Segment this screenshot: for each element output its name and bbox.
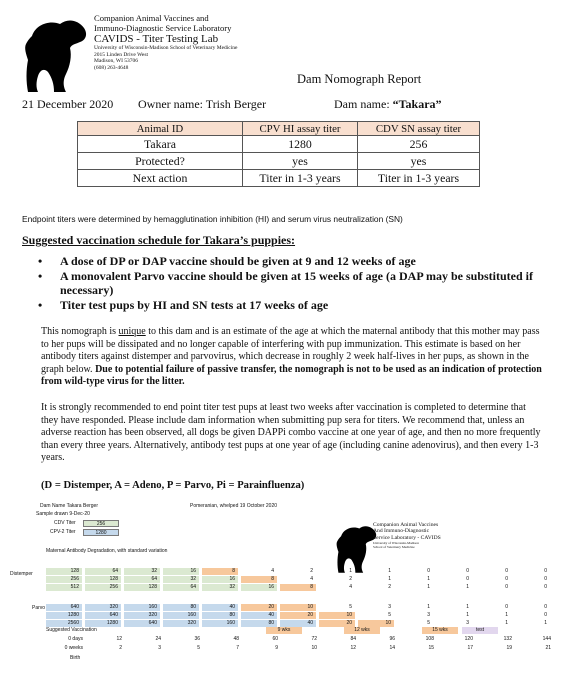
parvo-cell: 1 (466, 604, 469, 610)
parvo-cell: 1 (544, 620, 547, 626)
distemper-cell: 0 (466, 576, 469, 582)
days-tick: 108 (425, 636, 434, 642)
lab-name-line1: Companion Animal Vaccines and (94, 13, 209, 23)
parvo-cell: 1280 (85, 620, 121, 627)
parvo-cell: 320 (85, 604, 121, 611)
sheet-breed-line: Pomeranian, whelped 19 October 2020 (190, 503, 278, 509)
weeks-tick: 14 (389, 645, 395, 651)
sheet-lab-line1: Companion Animal Vaccines (373, 522, 439, 528)
weeks-tick: 9 (275, 645, 278, 651)
distemper-cell: 128 (124, 584, 160, 591)
sheet-lab-line2: And Immuno-Diagnostic (373, 528, 430, 535)
distemper-cell: 16 (241, 584, 277, 591)
report-date: 21 December 2020 (22, 97, 114, 111)
distemper-cell: 8 (241, 576, 277, 583)
cdv-value: Titer in 1-3 years (358, 170, 480, 187)
distemper-cell: 1 (388, 568, 391, 574)
endpoint-note: Endpoint titers were determined by hemagglutination inhibition (HI) and serum virus neutralization (SN) (22, 214, 403, 224)
cpv-value: yes (243, 153, 358, 170)
days-tick: 48 (233, 636, 239, 642)
parvo-cell: 5 (427, 620, 430, 626)
parvo-cell: 160 (163, 612, 199, 619)
distemper-cell: 256 (85, 584, 121, 591)
dam-line (334, 97, 442, 112)
days-tick: 36 (194, 636, 200, 642)
para1-unique: unique (118, 326, 146, 337)
parvo-cell: 3 (466, 620, 469, 626)
parvo-cell: 10 (319, 612, 355, 619)
parvo-cell: 10 (358, 620, 394, 627)
parvo-cell: 160 (124, 604, 160, 611)
distemper-cell: 32 (202, 584, 238, 591)
distemper-cell: 2 (310, 568, 313, 574)
weeks-tick: 3 (158, 645, 161, 651)
sheet-lab-line4: University of Wisconsin-Madison (373, 541, 419, 546)
list-item (36, 298, 546, 312)
distemper-cell: 0 (505, 576, 508, 582)
vacc-15wks: 15 wks (422, 627, 458, 634)
cpv-value: 1280 (243, 136, 358, 153)
distemper-cell: 1 (427, 584, 430, 590)
dam-label: Dam name: (334, 97, 390, 111)
distemper-cell: 512 (46, 584, 82, 591)
weeks-tick: 12 (350, 645, 356, 651)
distemper-cell: 8 (202, 568, 238, 575)
bullet-icon: • (38, 254, 43, 268)
owner-line (138, 97, 266, 112)
sheet-lab-line5: School of Veterinary Medicine (373, 545, 415, 550)
recommendation-paragraph: It is strongly recommended to end point titer test pups at least two weeks after vaccination is completed to determine that they have responded. Please include dam information when submitting pup sera for titers. We recommend that, unless an adverse reaction has been observed, all dogs be given DAPPi combo vaccine at one year of age, and then no more frequently than every three years. Alternatively, antibody test pups at one year of age (including canine adenovirus), and then every 1-3 years. (41, 402, 541, 464)
weeks-tick: 2 (119, 645, 122, 651)
weeks-tick: 21 (545, 645, 551, 651)
days-tick: 144 (542, 636, 551, 642)
distemper-cell: 1 (427, 576, 430, 582)
parvo-cell: 640 (46, 604, 82, 611)
parvo-cell: 40 (241, 612, 277, 619)
birth-label: Birth (70, 655, 81, 661)
parvo-cell: 10 (280, 604, 316, 611)
sheet-parvo-label: Parvo (32, 605, 46, 611)
parvo-cell: 1 (505, 612, 508, 618)
parvo-cell: 40 (202, 604, 238, 611)
cdv-value: 256 (358, 136, 480, 153)
schedule-heading-text: Suggested vaccination schedule for Takara’s puppies (22, 233, 292, 247)
parvo-cell: 5 (388, 612, 391, 618)
distemper-cell: 4 (349, 584, 352, 590)
parvo-cell: 0 (544, 612, 547, 618)
col-cdv-titer: CDV SN assay titer (358, 122, 480, 136)
row-label: Takara (78, 136, 243, 153)
days-tick: 84 (350, 636, 356, 642)
distemper-cell: 0 (427, 568, 430, 574)
lab-name-line2: Immuno-Diagnostic Service Laboratory (94, 22, 232, 33)
distemper-cell: 1 (388, 576, 391, 582)
col-cpv-titer: CPV HI assay titer (243, 122, 358, 136)
lab-name-line3: CAVIDS - Titer Testing Lab (94, 33, 219, 46)
parvo-cell: 1 (427, 604, 430, 610)
table-header-row (78, 122, 480, 136)
lab-address-1: University of Wisconsin-Madison School of Veterinary Medicine (94, 45, 238, 52)
list-item-text: A monovalent Parvo vaccine should be given at 15 weeks of age (a DAP may be substituted if necessary) (60, 269, 533, 297)
distemper-cell: 0 (505, 568, 508, 574)
sheet-subtitle: Maternal Antibody Degradation, with standard variation (46, 548, 168, 554)
weeks-label: 0 weeks (64, 645, 83, 651)
distemper-cell: 1 (466, 584, 469, 590)
list-item-text: A dose of DP or DAP vaccine should be given at 9 and 12 weeks of age (60, 254, 416, 268)
parvo-cell: 0 (505, 604, 508, 610)
parvo-cell: 1 (466, 612, 469, 618)
distemper-cell: 0 (544, 568, 547, 574)
para1-warning: Due to potential failure of passive transfer, the nomograph is not to be used as an indication of protection from wild-type virus for the litter. (41, 363, 542, 388)
nomograph-explanation (41, 326, 544, 389)
schedule-heading (22, 233, 295, 248)
sheet-cpv-label: CPV-2 Titer (50, 529, 76, 535)
col-animal-id: Animal ID (78, 122, 243, 136)
days-tick: 72 (311, 636, 317, 642)
parvo-cell: 80 (202, 612, 238, 619)
parvo-cell: 20 (241, 604, 277, 611)
distemper-cell: 32 (163, 576, 199, 583)
vacc-12wks: 12 wks (344, 627, 380, 634)
weeks-tick: 10 (311, 645, 317, 651)
parvo-cell: 1280 (46, 612, 82, 619)
distemper-cell: 64 (85, 568, 121, 575)
distemper-cell: 0 (544, 584, 547, 590)
distemper-cell: 2 (349, 576, 352, 582)
distemper-cell: 4 (271, 568, 274, 574)
days-tick: 96 (389, 636, 395, 642)
parvo-cell: 40 (280, 620, 316, 627)
row-label: Next action (78, 170, 243, 187)
table-row (78, 136, 480, 153)
weeks-tick: 7 (236, 645, 239, 651)
days-tick: 12 (116, 636, 122, 642)
owner-name: Trish Berger (205, 97, 267, 111)
para1-text-a: This nomograph is (41, 326, 119, 337)
vacc-test: test (462, 627, 498, 634)
distemper-cell: 128 (46, 568, 82, 575)
parvo-cell: 20 (280, 612, 316, 619)
list-item (36, 269, 546, 297)
table-row (78, 170, 480, 187)
lab-address-3: Madison, WI 53706 (94, 58, 139, 65)
sheet-cpv-value: 1280 (83, 529, 119, 536)
cdv-value: yes (358, 153, 480, 170)
list-item-text: Titer test pups by HI and SN tests at 17 weeks of age (60, 298, 329, 312)
bullet-icon: • (38, 269, 43, 283)
dam-name: “Takara” (392, 97, 442, 111)
parvo-cell: 320 (163, 620, 199, 627)
lab-letterhead (94, 14, 237, 72)
distemper-cell: 64 (124, 576, 160, 583)
distemper-cell: 0 (544, 576, 547, 582)
parvo-cell: 3 (388, 604, 391, 610)
days-label: 0 days (68, 636, 83, 642)
days-tick: 132 (503, 636, 512, 642)
weeks-tick: 17 (467, 645, 473, 651)
days-tick: 120 (464, 636, 473, 642)
sheet-lab-line3: Service Laboratory - CAVIDS (373, 534, 441, 541)
parvo-cell: 2560 (46, 620, 82, 627)
distemper-cell: 0 (466, 568, 469, 574)
distemper-cell: 16 (163, 568, 199, 575)
sheet-distemper-label: Distemper (10, 571, 33, 577)
sheet-lab-logo-text (373, 522, 441, 549)
parvo-cell: 1 (505, 620, 508, 626)
distemper-cell: 64 (163, 584, 199, 591)
parvo-cell: 640 (124, 620, 160, 627)
sheet-cdv-value: 256 (83, 520, 119, 527)
dog-silhouette-logo-icon (20, 14, 90, 94)
lab-phone: (608) 263-4648 (94, 64, 129, 71)
weeks-tick: 19 (506, 645, 512, 651)
vacc-9wks: 9 wks (266, 627, 302, 634)
sheet-dam-name: Dam Name Takara Berger (40, 503, 98, 509)
distemper-cell: 4 (310, 576, 313, 582)
parvo-cell: 5 (349, 604, 352, 610)
parvo-cell: 640 (85, 612, 121, 619)
list-item (36, 254, 546, 268)
distemper-cell: 1 (349, 568, 352, 574)
table-row (78, 153, 480, 170)
sheet-cdv-label: CDV Titer (54, 520, 76, 526)
lab-address-2: 2015 Linden Drive West (94, 51, 148, 58)
distemper-cell: 8 (280, 584, 316, 591)
distemper-cell: 32 (124, 568, 160, 575)
vaccination-schedule-list (36, 254, 546, 313)
parvo-cell: 3 (427, 612, 430, 618)
distemper-cell: 16 (202, 576, 238, 583)
titer-results-table (77, 121, 480, 187)
sheet-sample-drawn: Sample drawn 9-Dec-20 (36, 511, 90, 517)
report-title: Dam Nomograph Report (297, 72, 422, 86)
parvo-cell: 20 (319, 620, 355, 627)
cpv-value: Titer in 1-3 years (243, 170, 358, 187)
parvo-cell: 320 (124, 612, 160, 619)
para1-text-c: to this dam and is an estimate of the age at which the maternal antibody that this mother may pass to her pups will be dissipated and no longer capable of interfering with pup immunization. This estimate is based on her antibody titers against distemper and parvovirus, which decrease in roughly 2 week half-lives in her pups, as shown in the graph below. (41, 326, 540, 375)
sheet-suggested-label: Suggested Vaccination (46, 627, 97, 633)
parvo-cell: 160 (202, 620, 238, 627)
distemper-cell: 0 (505, 584, 508, 590)
weeks-tick: 15 (428, 645, 434, 651)
distemper-cell: 128 (85, 576, 121, 583)
days-tick: 24 (155, 636, 161, 642)
bullet-icon: • (38, 298, 43, 312)
owner-label: Owner name: (138, 97, 203, 111)
distemper-cell: 2 (388, 584, 391, 590)
schedule-heading-colon: : (291, 233, 296, 247)
parvo-cell: 80 (163, 604, 199, 611)
parvo-cell: 0 (544, 604, 547, 610)
abbreviation-key: (D = Distemper, A = Adeno, P = Parvo, Pi = Parainfluenza) (41, 480, 305, 491)
weeks-tick: 5 (197, 645, 200, 651)
parvo-cell: 80 (241, 620, 277, 627)
distemper-cell: 256 (46, 576, 82, 583)
days-tick: 60 (272, 636, 278, 642)
nomograph-spreadsheet (10, 500, 557, 690)
row-label: Protected? (78, 153, 243, 170)
